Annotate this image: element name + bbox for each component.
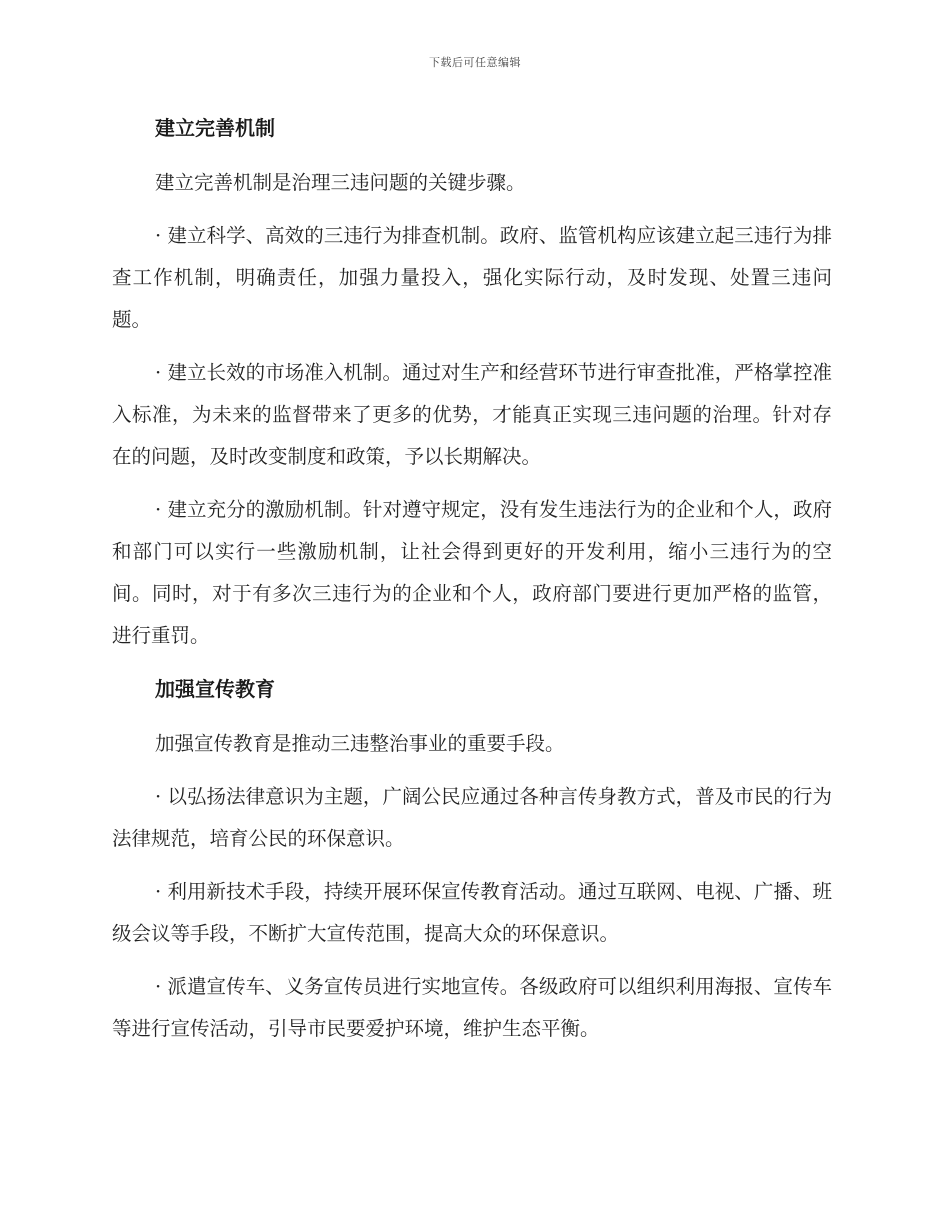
paragraph-bullet: · 建立科学、高效的三违行为排查机制。政府、监管机构应该建立起三违行为排查工作机制，明确责任，加强力量投入，强化实际行动，及时发现、处置三违问题。: [112, 224, 832, 331]
section-heading: 建立完善机制: [155, 116, 275, 140]
document-body: [112, 108, 832, 1061]
paragraph-bullet: · 派遣宣传车、义务宣传员进行实地宣传。各级政府可以组织利用海报、宣传车等进行宣传活动，引导市民要爱护环境，维护生态平衡。: [112, 975, 832, 1040]
paragraph-intro: 加强宣传教育是推动三违整治事业的重要手段。: [155, 732, 565, 755]
section-publicity-education: [112, 669, 832, 1050]
paragraph-intro: 建立完善机制是治理三违问题的关键步骤。: [155, 171, 526, 194]
section-establish-mechanism: [112, 108, 832, 657]
paragraph-bullet: · 利用新技术手段，持续开展环保宣传教育活动。通过互联网、电视、广播、班级会议等手段，不断扩大宣传范围，提高大众的环保意识。: [112, 880, 832, 945]
paragraph-bullet: · 以弘扬法律意识为主题，广阔公民应通过各种言传身教方式，普及市民的行为法律规范，培育公民的环保意识。: [112, 785, 832, 850]
section-heading: 加强宣传教育: [155, 677, 275, 701]
paragraph-bullet: · 建立充分的激励机制。针对遵守规定，没有发生违法行为的企业和个人，政府和部门可以实行一些激励机制，让社会得到更好的开发利用，缩小三违行为的空间。同时，对于有多次三违行为的企业和个人，政府部门要进行更加严格的监管，进行重罚。: [112, 498, 832, 647]
running-header: 下载后可任意编辑: [429, 56, 521, 69]
paragraph-bullet: · 建立长效的市场准入机制。通过对生产和经营环节进行审查批准，严格掌控准入标准，为未来的监督带来了更多的优势，才能真正实现三违问题的治理。针对存在的问题，及时改变制度和政策，予以长期解决。: [112, 361, 832, 468]
